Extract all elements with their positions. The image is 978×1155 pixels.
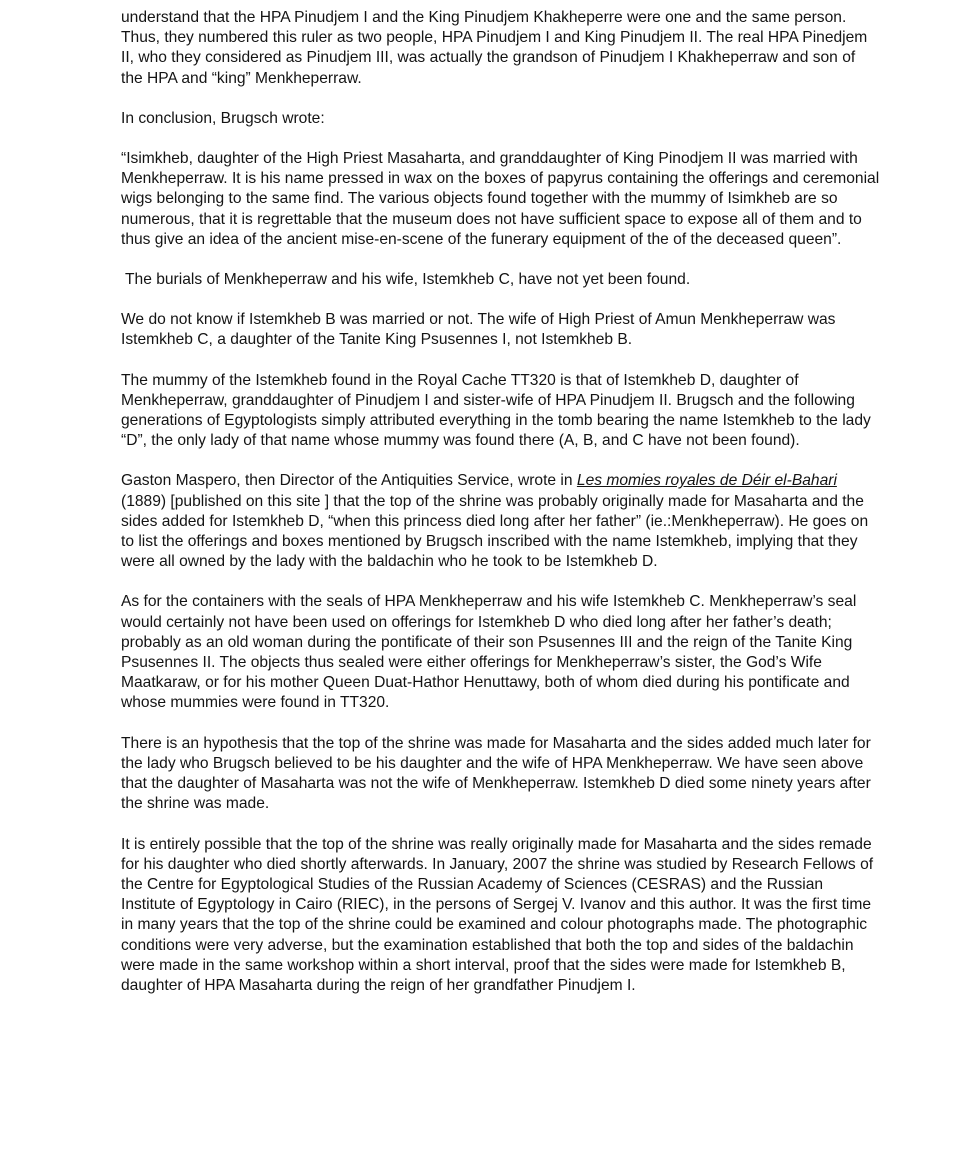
paragraph-seals-containers: As for the containers with the seals of HPA Menkheperraw and his wife Istemkheb C. Menkheperraw’s seal would certainly not have been used on offerings for Istemkheb D who died long after her father’s death; probably as an old woman during the pontificate of their son Psusennes III and the reign of the Tanite King Psusennes II. The objects thus sealed were either offerings for Menkheperraw’s sister, the God’s Wife Maatkaraw, or for his mother Queen Duat-Hathor Henuttawy, both of whom died during his pontificate and whose mummies were found in TT320. (121, 593, 857, 712)
paragraph-royal-cache-mummy: The mummy of the Istemkheb found in the Royal Cache TT320 is that of Istemkheb D, daughter of Menkheperraw, granddaughter of Pinudjem I and sister-wife of HPA Pinudjem II. Brugsch and the following generations of Egyptologists simply attributed everything in the tomb bearing the name Istemkheb to the lady “D”, the only lady of that name whose mummy was found there (A, B, and C have not been found). (121, 371, 871, 450)
document-page (121, 8, 881, 1016)
maspero-text-before: Gaston Maspero, then Director of the Antiquities Service, wrote in (121, 472, 577, 490)
paragraph-burials-not-found: The burials of Menkheperraw and his wife, Istemkheb C, have not yet been found. (125, 271, 691, 289)
maspero-text-after: (1889) [published on this site ] that the top of the shrine was probably originally made for Masaharta and the sides added for Istemkheb D, “when this princess died long after her father” (ie.:Menkheperraw). He goes on to list the offerings and boxes mentioned by Brugsch inscribed with the name Istemkheb, implying that they were all owned by the lady with the baldachin who he took to be Istemkheb D. (121, 492, 869, 571)
maspero-book-link[interactable]: Les momies royales de Déir el-Bahari (576, 472, 837, 490)
paragraph-istemkheb-b: We do not know if Istemkheb B was married or not. The wife of High Priest of Amun Menkheperraw was Istemkheb C, a daughter of the Tanite King Psusennes I, not Istemkheb B. (121, 311, 836, 349)
paragraph-pinudjem-numbering: understand that the HPA Pinudjem I and the King Pinudjem Khakheperre were one and the same person. Thus, they numbered this ruler as two people, HPA Pinudjem I and King Pinudjem II. The real HPA Pinedjem II, who they considered as Pinudjem III, was actually the grandson of Pinudjem I Khakheperraw and son of the HPA and “king” Menkheperraw. (121, 9, 868, 87)
paragraph-maspero (121, 471, 881, 572)
paragraph-shrine-examination: It is entirely possible that the top of the shrine was really originally made for Masaharta and the sides remade for his daughter who died shortly afterwards. In January, 2007 the shrine was studied by Research Fellows of the Centre for Egyptological Studies of the Russian Academy of Sciences (CESRAS) and the Russian Institute of Egyptology in Cairo (RIEC), in the persons of Sergej V. Ivanov and this author. It was the first time in many years that the top of the shrine could be examined and colour photographs made. The photographic conditions were very adverse, but the examination established that both the top and sides of the baldachin were made in the same workshop within a short interval, proof that the sides were made for Istemkheb B, daughter of HPA Masaharta during the reign of her grandfather Pinudjem I. (121, 835, 874, 994)
paragraph-brugsch-conclusion-intro: In conclusion, Brugsch wrote: (121, 109, 325, 127)
paragraph-brugsch-quote: “Isimkheb, daughter of the High Priest Masaharta, and granddaughter of King Pinodjem II was married with Menkheperraw. It is his name pressed in wax on the boxes of papyrus containing the offerings and ceremonial wigs belonging to the same find. The various objects found together with the mummy of Isimkheb are so numerous, that it is regrettable that the museum does not have sufficient space to expose all of them and to thus give an idea of the ancient mise-en-scene of the funerary equipment of the of the deceased queen”. (121, 150, 880, 248)
paragraph-shrine-hypothesis: There is an hypothesis that the top of the shrine was made for Masaharta and the sides added much later for the lady who Brugsch believed to be his daughter and the wife of HPA Menkheperraw. We have seen above that the daughter of Masaharta was not the wife of Menkheperraw. Istemkheb D died some ninety years after the shrine was made. (121, 734, 871, 813)
